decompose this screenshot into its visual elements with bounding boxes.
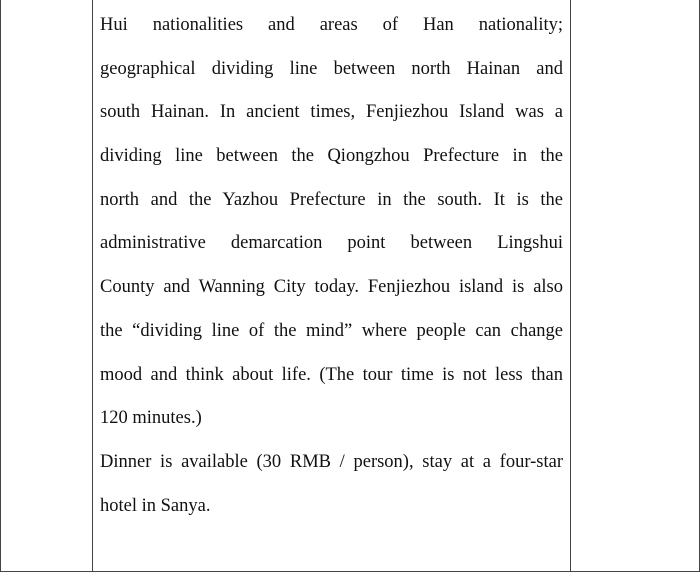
column-divider bbox=[92, 0, 93, 572]
text-line: geographical dividing line between north Hainan and bbox=[100, 58, 563, 79]
itinerary-paragraph-dinner-hotel bbox=[100, 441, 563, 528]
itinerary-paragraph-tour bbox=[100, 4, 563, 441]
text-line: Hui nationalities and areas of Han nationality; bbox=[100, 15, 563, 35]
text-line: Dinner is available (30 RMB / person), stay at a four-star bbox=[100, 451, 563, 472]
notes-cell bbox=[571, 0, 700, 571]
text-line: south Hainan. In ancient times, Fenjiezhou Island was a bbox=[100, 102, 563, 123]
text-line: 120 minutes.) bbox=[100, 408, 202, 429]
text-line: the “dividing line of the mind” where people can change bbox=[100, 320, 563, 341]
text-line: County and Wanning City today. Fenjiezhou island is also bbox=[100, 277, 563, 298]
text-line: north and the Yazhou Prefecture in the south. It is the bbox=[100, 189, 563, 210]
text-line: administrative demarcation point between Lingshui bbox=[100, 233, 563, 254]
day-cell bbox=[2, 0, 92, 571]
text-line: mood and think about life. (The tour time is not less than bbox=[100, 364, 563, 385]
text-line: dividing line between the Qiongzhou Prefecture in the bbox=[100, 146, 563, 167]
itinerary-description-cell bbox=[100, 4, 563, 528]
text-line: hotel in Sanya. bbox=[100, 495, 211, 516]
